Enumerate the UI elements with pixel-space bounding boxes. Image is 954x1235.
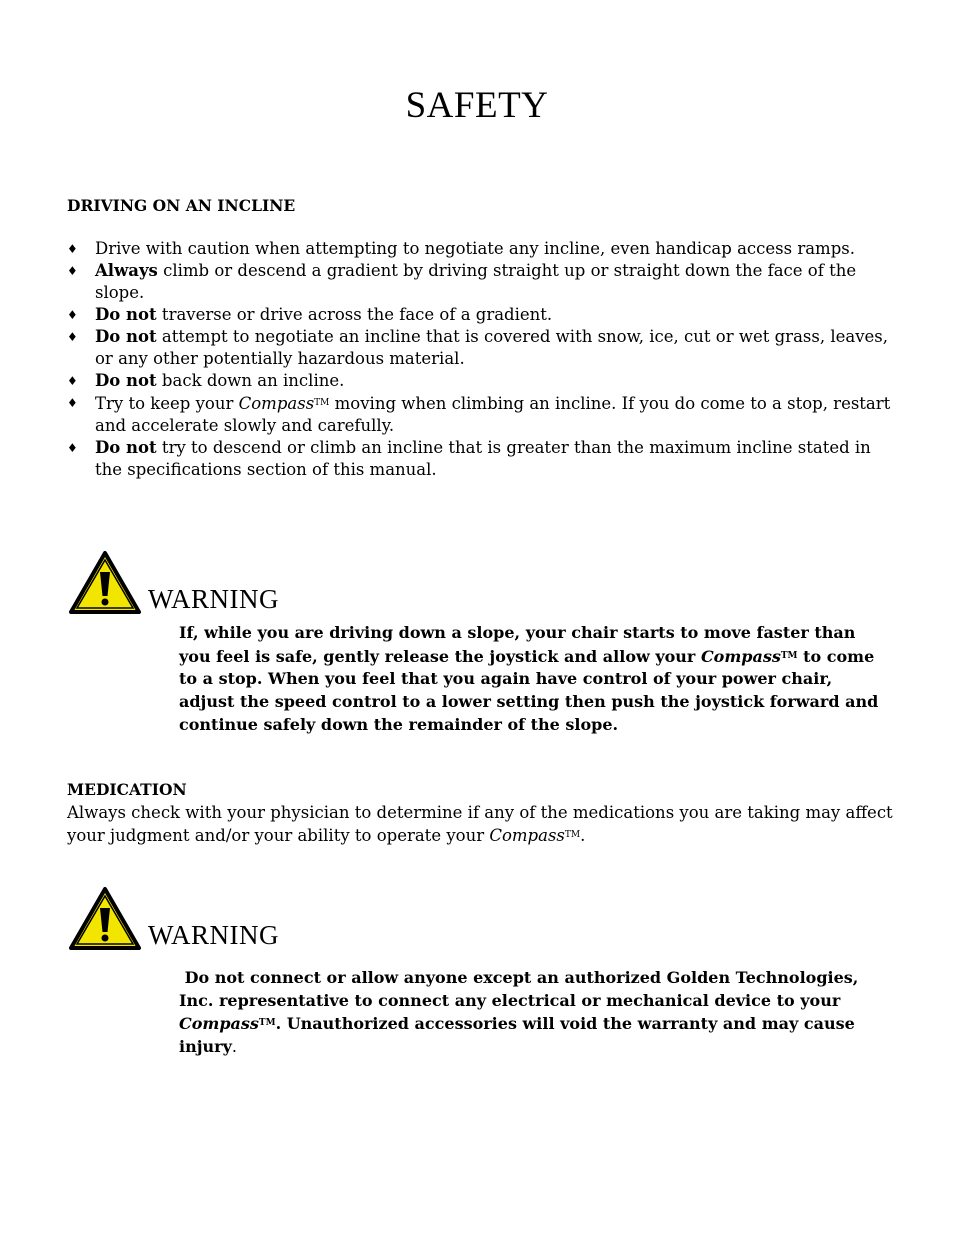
warning-banner	[69, 550, 289, 618]
brand-name: Compass	[179, 1014, 259, 1034]
warning-label: WARNING	[148, 920, 279, 950]
medication-text	[67, 801, 897, 847]
brand-name: Compass	[238, 394, 315, 413]
medication-text-part: Always check with your physician to determine if any of the medications you are taking may affect your judgment and/or your ability to operate your	[67, 803, 893, 845]
trademark: TM	[258, 1018, 276, 1029]
diamond-bullet-icon: ♦	[67, 308, 78, 322]
warning-triangle-icon	[69, 550, 141, 616]
page-title: SAFETY	[405, 85, 549, 126]
item-text: Try to keep your	[95, 394, 239, 413]
item-lead: Do not	[95, 327, 157, 346]
diamond-bullet-icon: ♦	[67, 441, 78, 455]
diamond-bullet-icon: ♦	[67, 330, 78, 344]
medication-heading: MEDICATION	[67, 780, 187, 799]
item-text: climb or descend a gradient by driving straight up or straight down the face of the slope.	[95, 261, 857, 302]
warning-text-part: .	[231, 1037, 237, 1057]
list-item	[67, 260, 897, 304]
list-item	[67, 437, 897, 481]
warning-label: WARNING	[148, 584, 279, 614]
warning-text-part: If, while you are driving down a slope, your chair starts to move faster than you feel is safe, gently release the joystick and allow your	[179, 623, 856, 666]
item-text: moving when climbing an incline. If you do come to a stop, restart and accelerate slowly and carefully.	[95, 394, 891, 435]
item-text: back down an incline.	[156, 371, 345, 390]
item-text: attempt to negotiate an incline that is covered with snow, ice, cut or wet grass, leaves, or any other potentially hazardous material.	[95, 327, 889, 368]
warning-text-part: to come to a stop. When you feel that you again have control of your power chair, adjust the speed control to a lower setting then push the joystick forward and continue safely down the remainder of the slope.	[179, 646, 879, 734]
diamond-bullet-icon: ♦	[67, 242, 78, 256]
brand-name: Compass	[489, 826, 565, 845]
diamond-bullet-icon: ♦	[67, 264, 78, 278]
brand-name: Compass	[700, 646, 781, 666]
diamond-bullet-icon: ♦	[67, 396, 78, 410]
warning-triangle-icon	[69, 886, 141, 952]
warning-text-part: . Unauthorized accessories will void the warranty and may cause injury	[179, 1014, 855, 1057]
item-lead: Always	[95, 261, 158, 280]
trademark: TM	[314, 398, 330, 408]
warning-text-part: Do not connect or allow anyone except an authorized Golden Technologies, Inc. representative to connect any electrical or mechanical device to your	[179, 968, 864, 1010]
warning-text	[179, 967, 889, 1059]
diamond-bullet-icon: ♦	[67, 374, 78, 388]
list-item	[67, 392, 897, 437]
warning-banner	[69, 886, 289, 954]
item-text: try to descend or climb an incline that is greater than the maximum incline stated in the specifications section of this manual.	[95, 438, 871, 479]
trademark: TM	[780, 650, 798, 661]
item-lead: Do not	[95, 438, 157, 457]
incline-heading: DRIVING ON AN INCLINE	[67, 196, 296, 215]
list-item	[67, 304, 897, 326]
list-item	[67, 326, 897, 370]
item-lead: Do not	[95, 371, 157, 390]
item-text: traverse or drive across the face of a gradient.	[156, 305, 553, 324]
medication-text-part: .	[580, 826, 586, 845]
trademark: TM	[564, 830, 581, 840]
incline-list	[67, 238, 897, 481]
item-text: Drive with caution when attempting to negotiate any incline, even handicap access ramps.	[95, 239, 855, 258]
item-lead: Do not	[95, 305, 157, 324]
warning-text	[179, 622, 889, 737]
list-item	[67, 238, 897, 260]
list-item	[67, 370, 897, 392]
